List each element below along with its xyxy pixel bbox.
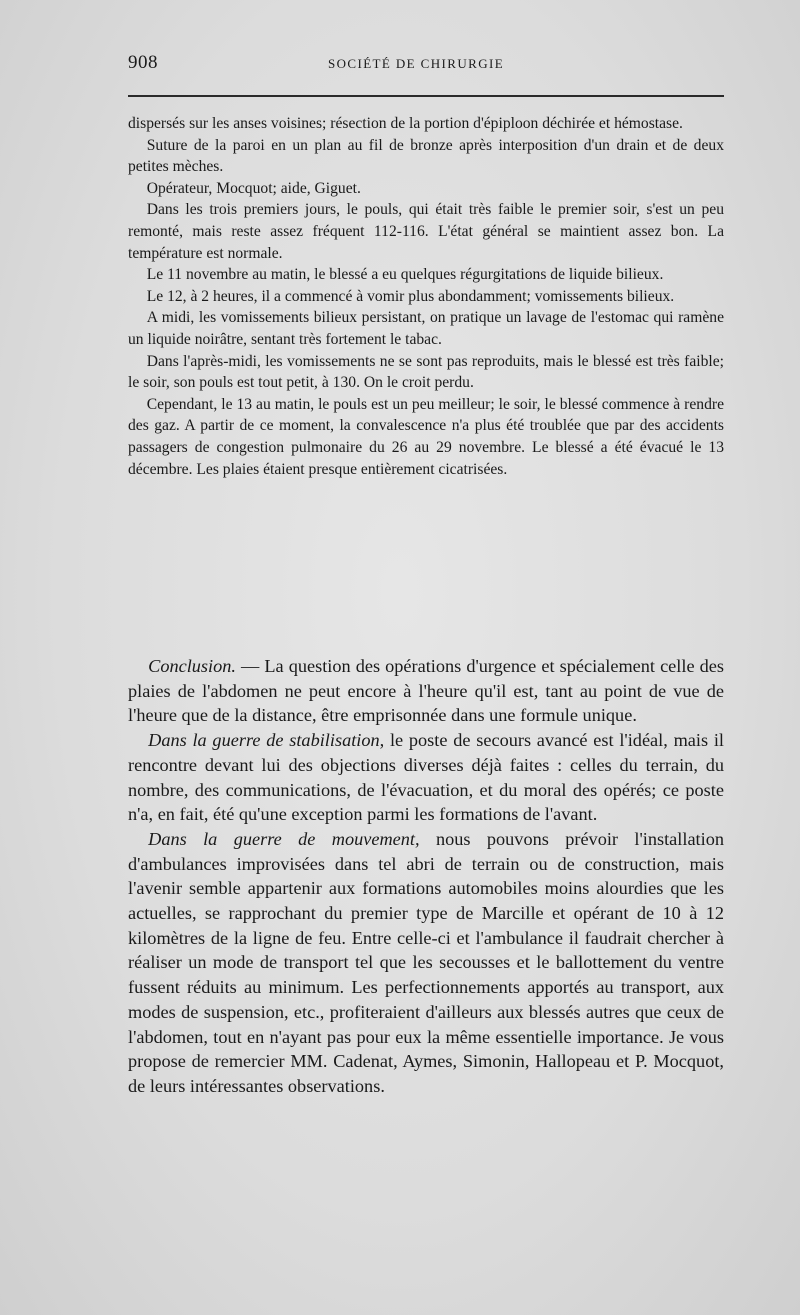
case-paragraph: Dans l'après-midi, les vomissements ne se sont pas reproduits, mais le blessé est très faible; le soir, son pouls est tout petit, à 130. On le croit perdu. — [128, 352, 724, 392]
conclusion-section — [128, 654, 724, 1099]
conclusion-paragraph — [128, 654, 724, 728]
header-rule — [128, 95, 724, 97]
stabilisation-paragraph — [128, 728, 724, 827]
case-paragraph: dispersés sur les anses voisines; résection de la portion d'épiploon déchirée et hémostase. — [128, 115, 683, 132]
running-title: SOCIÉTÉ DE CHIRURGIE — [328, 56, 505, 71]
case-paragraph: A midi, les vomissements bilieux persistant, on pratique un lavage de l'estomac qui ramène un liquide noirâtre, sentant très fortement le tabac. — [128, 309, 724, 348]
case-paragraph: Opérateur, Mocquot; aide, Giguet. — [146, 179, 361, 197]
mouvement-paragraph — [128, 827, 724, 1099]
page-number: 908 — [128, 52, 158, 73]
case-paragraph: Dans les trois premiers jours, le pouls, qui était très faible le premier soir, s'est un peu remonté, mais reste assez fréquent 112-116. L'état général se maintient assez bon. La température est normale. — [128, 201, 724, 262]
page-header — [128, 52, 724, 80]
stabilisation-label: Dans la guerre de stabilisation, — [148, 730, 385, 751]
case-paragraph: Le 12, à 2 heures, il a commencé à vomir plus abondamment; vomissements bilieux. — [146, 287, 675, 305]
stabilisation-text: le poste de secours avancé est l'idéal, mais il rencontre devant lui des objections diverses déjà faites : celles du terrain, du nombre, des communications, de l'évacuation, et du moral des opérés; ce poste n'a, en fait, été qu'une exception parmi les formations de l'avant. — [128, 730, 724, 825]
case-report — [128, 113, 724, 480]
mouvement-text: nous pouvons prévoir l'installation d'ambulances improvisées dans tel abri de terrain ou de construction, mais l'avenir semble appartenir aux formations automobiles moins alourdies que les actuelles, se rapprochant du premier type de Marcille et opérant de 10 à 12 kilomètres de la ligne de feu. Entre celle-ci et l'ambulance il faudrait chercher à réaliser un mode de transport tel que les secousses et le ballottement du ventre fussent réduits au minimum. Les perfectionnements apportés au transport, aux modes de suspension, etc., profiteraient d'ailleurs aux blessés autres que ceux de l'abdomen, tout en n'ayant pas pour eux la même essentielle importance. Je vous propose de remercier MM. Cadenat, Aymes, Simonin, Hallopeau et P. Mocquot, de leurs intéressantes observations. — [128, 828, 724, 1096]
conclusion-label: Conclusion. — [148, 656, 236, 676]
conclusion-text: — La question des opérations d'urgence et spécialement celle des plaies de l'abdomen ne peut encore à l'heure qu'il est, tant au point de vue de l'heure que de la distance, être emprisonnée dans une formule unique. — [128, 656, 724, 726]
mouvement-label: Dans la guerre de mouvement, — [148, 828, 420, 849]
case-paragraph: Suture de la paroi en un plan au fil de bronze après interposition d'un drain et de deux petites mèches. — [128, 136, 724, 176]
case-paragraph: Le 11 novembre au matin, le blessé a eu quelques régurgitations de liquide bilieux. — [146, 266, 664, 284]
case-paragraph: Cependant, le 13 au matin, le pouls est un peu meilleur; le soir, le blessé commence à rendre des gaz. A partir de ce moment, la convalescence n'a plus été troublée que par des accidents passagers de congestion pulmonaire du 26 au 29 novembre. Le blessé a été évacué le 13 décembre. Les plaies étaient presque entièrement cicatrisées. — [128, 395, 724, 478]
